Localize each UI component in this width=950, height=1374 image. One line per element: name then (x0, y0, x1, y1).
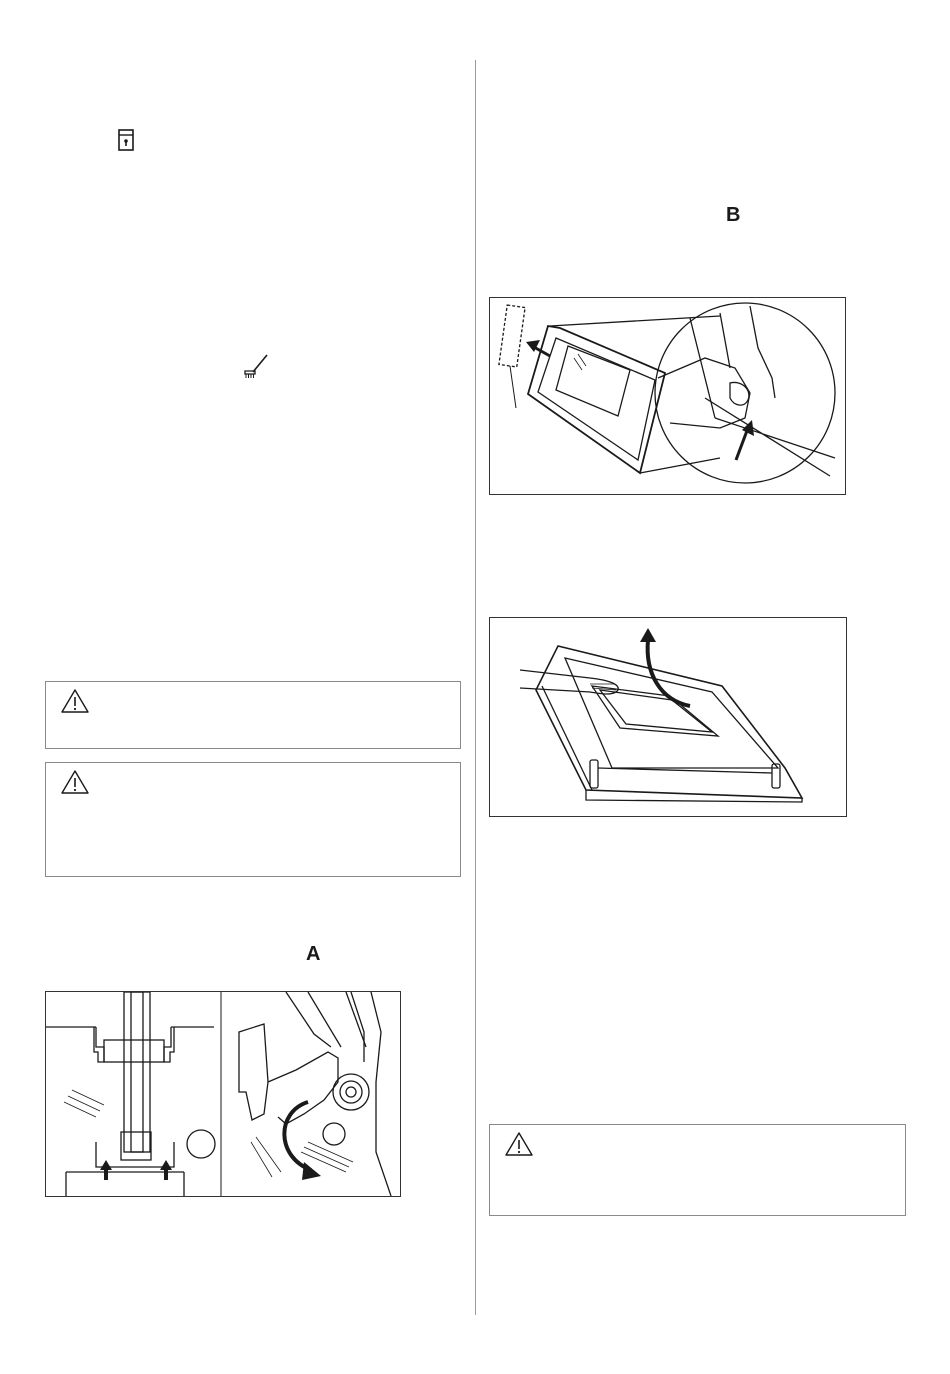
warning-triangle-icon (60, 769, 90, 795)
door-lock-icon (117, 128, 137, 154)
column-divider (475, 60, 476, 1315)
warning-box (45, 762, 461, 877)
warning-triangle-icon (60, 688, 90, 714)
figure-label-a: A (306, 943, 321, 965)
warning-box (45, 681, 461, 749)
hinge-release-diagram (45, 991, 401, 1197)
door-lift-diagram (489, 297, 846, 495)
figure-label-b: B (726, 204, 741, 226)
glass-panel-removal-diagram (489, 617, 847, 817)
cleaning-brush-icon (243, 352, 269, 380)
warning-box (489, 1124, 906, 1216)
warning-triangle-icon (504, 1131, 534, 1157)
